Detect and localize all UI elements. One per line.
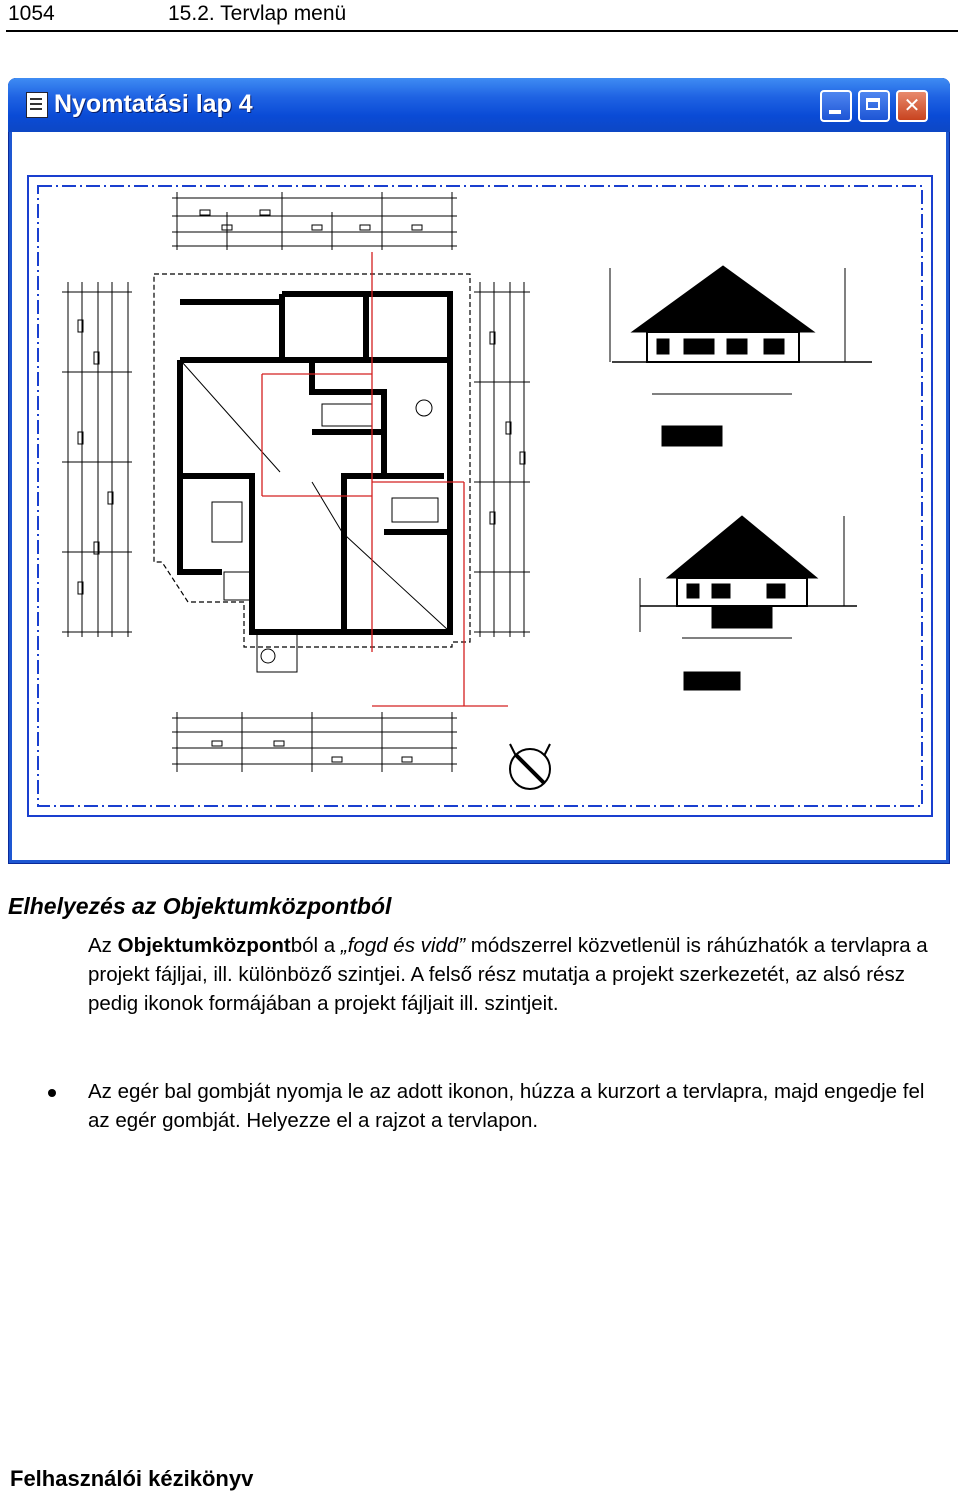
terrace-outline [154,274,470,647]
north-arrow-symbol [510,744,550,789]
footer-title: Felhasználói kézikönyv [10,1466,254,1491]
para-text-1: Az [88,934,118,957]
section-heading: Elhelyezés az Objektumközpontból [8,893,392,919]
para-text-2: ból a [290,934,341,957]
dimension-lines-bottom [172,712,457,772]
drawing-canvas[interactable] [12,132,946,860]
elevation-top [610,266,872,446]
elevation-bottom [640,516,857,690]
para-text-3: módszerrel közvetlenül is ráhúzhatók a tervlapra a projekt fájljai, ill. különböző szintjei. A felső rész mutatja a projekt szerkezetét, az alsó rész pedig ikonok formájában a projekt fájljait ill. szintjeit. [88,934,928,1015]
close-icon: ✕ [903,95,921,117]
window-titlebar[interactable] [8,78,950,132]
page-number: 1054 [8,2,55,25]
walls [180,294,450,632]
drag-and-drop-term: „fogd és vidd” [340,934,466,957]
layout-sheet-canvas[interactable] [12,132,946,860]
maximize-button[interactable] [858,90,890,122]
minimize-button[interactable] [820,90,852,122]
document-icon [26,92,48,118]
floor-plan [62,192,550,789]
dimension-lines-top [172,192,457,250]
object-center-term: Objektumközpont [117,934,291,957]
maximize-icon [866,98,880,110]
body-paragraph [88,931,948,1018]
page-header [6,0,958,32]
room-details [182,362,448,672]
chapter-title: 15.2. Tervlap menü [168,2,347,25]
minimize-icon [829,110,841,114]
close-button[interactable] [896,90,928,122]
bullet-icon [48,1089,56,1097]
window-title: Nyomtatási lap 4 [54,90,253,118]
layout-sheet-window[interactable] [8,78,950,864]
dimension-lines-left [62,282,132,637]
dimension-lines-right [474,282,530,637]
bullet-text: Az egér bal gombját nyomja le az adott ikonon, húzza a kurzort a tervlapra, majd engedje fel az egér gombját. Helyezze el a rajzot a tervlapon. [88,1080,925,1132]
